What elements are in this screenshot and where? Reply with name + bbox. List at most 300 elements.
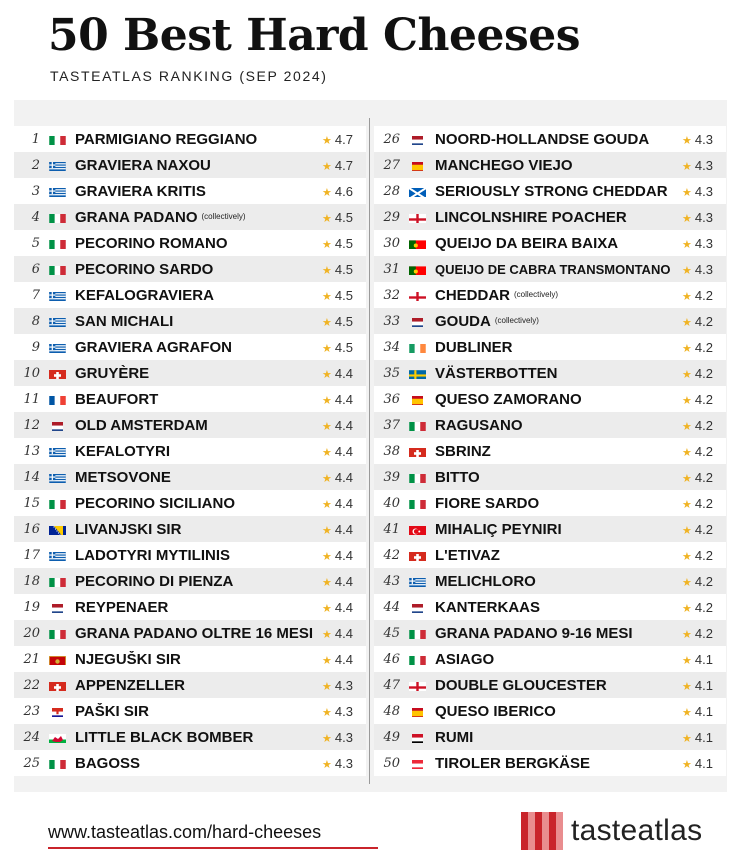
rating-value: 4.2 <box>694 469 713 485</box>
cheese-name-text: GRUYÈRE <box>75 364 150 382</box>
star-icon: ★ <box>322 394 332 407</box>
rating-value: 4.3 <box>334 755 353 771</box>
star-icon: ★ <box>682 446 692 459</box>
ranking-row[interactable] <box>374 646 726 672</box>
flag-scotland-icon <box>409 186 426 197</box>
rank-number: 26 <box>383 131 400 147</box>
flag-switzerland-icon <box>49 368 66 379</box>
rank-number: 31 <box>383 261 400 277</box>
rating <box>322 418 366 433</box>
ranking-row[interactable] <box>14 438 366 464</box>
rank-number: 8 <box>31 313 40 329</box>
cheese-name[interactable] <box>75 443 322 460</box>
rating-value: 4.5 <box>334 339 353 355</box>
ranking-row[interactable] <box>374 490 726 516</box>
ranking-row[interactable] <box>374 178 726 204</box>
star-icon: ★ <box>322 134 332 147</box>
rank-number: 1 <box>31 131 40 147</box>
cheese-name[interactable] <box>75 261 322 278</box>
rank-number: 50 <box>383 755 400 771</box>
ranking-row[interactable] <box>14 568 366 594</box>
flag-england-icon <box>409 290 426 301</box>
star-icon: ★ <box>682 654 692 667</box>
ranking-row[interactable] <box>14 360 366 386</box>
cheese-name[interactable] <box>435 625 682 642</box>
ranking-row[interactable] <box>374 672 726 698</box>
rating <box>322 600 366 615</box>
cheese-name-text: GRAVIERA AGRAFON <box>75 338 232 356</box>
rating-value: 4.2 <box>694 365 713 381</box>
ranking-row[interactable] <box>374 360 726 386</box>
cheese-name[interactable] <box>75 183 322 200</box>
rating-value: 4.2 <box>694 495 713 511</box>
cheese-name-text: REYPENAER <box>75 598 169 616</box>
rating <box>322 262 366 277</box>
rating <box>322 756 366 771</box>
rank-number: 3 <box>31 183 40 199</box>
cheese-name-text: PAŠKI SIR <box>75 702 149 720</box>
ranking-row[interactable] <box>374 438 726 464</box>
ranking-row[interactable] <box>14 256 366 282</box>
cheese-name-text: SERIOUSLY STRONG CHEDDAR <box>435 182 668 200</box>
cheese-name[interactable] <box>75 703 322 720</box>
cheese-name-text: LITTLE BLACK BOMBER <box>75 728 254 746</box>
rating-value: 4.5 <box>334 313 353 329</box>
ranking-row[interactable] <box>374 256 726 282</box>
star-icon: ★ <box>682 186 692 199</box>
star-icon: ★ <box>322 446 332 459</box>
flag-italy-icon <box>49 212 66 223</box>
ranking-row[interactable] <box>374 204 726 230</box>
rating <box>682 522 726 537</box>
flag-greece-icon <box>49 316 66 327</box>
rank-number: 22 <box>23 677 40 693</box>
ranking-row[interactable] <box>374 334 726 360</box>
cheese-name-text: QUEIJO DA BEIRA BAIXA <box>435 234 619 252</box>
flag-ireland-icon <box>409 342 426 353</box>
rating <box>682 470 726 485</box>
flag-spain-icon <box>409 394 426 405</box>
cheese-name-text: BAGOSS <box>75 754 141 772</box>
rank-number: 2 <box>31 157 40 173</box>
ranking-row[interactable] <box>374 568 726 594</box>
rating-value: 4.1 <box>694 651 713 667</box>
cheese-name-text: KEFALOGRAVIERA <box>75 286 214 304</box>
rank-number: 35 <box>383 365 400 381</box>
flag-netherlands-icon <box>409 602 426 613</box>
cheese-name[interactable] <box>75 755 322 772</box>
rating-value: 4.2 <box>694 313 713 329</box>
rank-number: 44 <box>383 599 400 615</box>
cheese-name[interactable] <box>75 469 322 486</box>
cheese-name[interactable] <box>435 755 682 772</box>
cheese-name[interactable] <box>75 599 322 616</box>
rating-value: 4.2 <box>694 417 713 433</box>
cheese-name[interactable] <box>435 677 682 694</box>
cheese-name[interactable] <box>75 365 322 382</box>
ranking-row[interactable] <box>14 412 366 438</box>
star-icon: ★ <box>682 316 692 329</box>
rank-number: 39 <box>383 469 400 485</box>
rating <box>682 444 726 459</box>
cheese-name-text: PARMIGIANO REGGIANO <box>75 130 258 148</box>
rating-value: 4.4 <box>334 547 353 563</box>
rating <box>322 548 366 563</box>
star-icon: ★ <box>322 654 332 667</box>
rating-value: 4.7 <box>334 131 353 147</box>
star-icon: ★ <box>682 576 692 589</box>
cheese-name[interactable] <box>435 573 682 590</box>
ranking-row[interactable] <box>14 542 366 568</box>
tasteatlas-logo[interactable] <box>521 812 702 850</box>
cheese-name[interactable] <box>75 625 322 642</box>
cheese-name[interactable] <box>435 313 682 330</box>
flag-greece-icon <box>49 290 66 301</box>
cheese-name[interactable] <box>435 729 682 746</box>
rating <box>682 288 726 303</box>
ranking-row[interactable] <box>374 412 726 438</box>
rank-number: 4 <box>31 209 40 225</box>
cheese-name[interactable] <box>435 235 682 252</box>
rating <box>322 184 366 199</box>
cheese-note: (collectively) <box>201 211 246 221</box>
rating-value: 4.1 <box>694 755 713 771</box>
ranking-row[interactable] <box>14 386 366 412</box>
ranking-row[interactable] <box>374 620 726 646</box>
flag-greece-icon <box>49 160 66 171</box>
cheese-name[interactable] <box>435 262 682 277</box>
ranking-row[interactable] <box>374 126 726 152</box>
rating-value: 4.4 <box>334 365 353 381</box>
cheese-name[interactable] <box>75 391 322 408</box>
ranking-column-left <box>14 126 366 776</box>
flag-italy-icon <box>409 420 426 431</box>
rank-number: 33 <box>383 313 400 329</box>
flag-montenegro-icon <box>49 654 66 665</box>
rating-value: 4.4 <box>334 625 353 641</box>
cheese-name[interactable] <box>435 495 682 512</box>
rank-number: 41 <box>383 521 400 537</box>
rating <box>322 470 366 485</box>
ranking-row[interactable] <box>374 516 726 542</box>
ranking-row[interactable] <box>14 672 366 698</box>
ranking-row[interactable] <box>374 464 726 490</box>
ranking-row[interactable] <box>14 646 366 672</box>
ranking-row[interactable] <box>14 204 366 230</box>
ranking-row[interactable] <box>14 516 366 542</box>
cheese-name-text: LIVANJSKI SIR <box>75 520 182 538</box>
column-divider <box>369 118 370 784</box>
cheese-name-text: NJEGUŠKI SIR <box>75 650 181 668</box>
star-icon: ★ <box>682 290 692 303</box>
rating <box>682 418 726 433</box>
rating <box>322 678 366 693</box>
rating-value: 4.2 <box>694 339 713 355</box>
rating-value: 4.4 <box>334 495 353 511</box>
flag-portugal-icon <box>409 264 426 275</box>
flag-italy-icon <box>49 576 66 587</box>
rank-number: 10 <box>23 365 40 381</box>
rating <box>322 366 366 381</box>
rank-number: 20 <box>23 625 40 641</box>
rating-value: 4.4 <box>334 573 353 589</box>
star-icon: ★ <box>682 732 692 745</box>
cheese-name-text: PECORINO SARDO <box>75 260 214 278</box>
cheese-name[interactable] <box>75 235 322 252</box>
ranking-row[interactable] <box>374 230 726 256</box>
rating <box>682 678 726 693</box>
flag-italy-icon <box>49 238 66 249</box>
cheese-name[interactable] <box>435 365 682 382</box>
cheese-name-text: GRAVIERA KRITIS <box>75 182 206 200</box>
rating-value: 4.2 <box>694 521 713 537</box>
flag-england-icon <box>409 212 426 223</box>
star-icon: ★ <box>682 238 692 251</box>
star-icon: ★ <box>682 550 692 563</box>
ranking-row[interactable] <box>14 620 366 646</box>
rating-value: 4.1 <box>694 729 713 745</box>
cheese-name[interactable] <box>75 651 322 668</box>
rank-number: 36 <box>383 391 400 407</box>
ranking-row[interactable] <box>374 152 726 178</box>
ranking-row[interactable] <box>374 542 726 568</box>
flag-italy-icon <box>409 654 426 665</box>
cheese-name[interactable] <box>435 703 682 720</box>
rank-number: 16 <box>23 521 40 537</box>
cheese-name[interactable] <box>75 573 322 590</box>
cheese-name[interactable] <box>75 339 322 356</box>
cheese-name[interactable] <box>75 417 322 434</box>
ranking-row[interactable] <box>14 126 366 152</box>
rating <box>322 652 366 667</box>
cheese-name[interactable] <box>435 599 682 616</box>
ranking-row[interactable] <box>14 750 366 776</box>
cheese-name-text: GRANA PADANO <box>75 208 198 226</box>
logo-text: tasteatlas <box>571 814 703 847</box>
rank-number: 15 <box>23 495 40 511</box>
cheese-name-text: LINCOLNSHIRE POACHER <box>435 208 627 226</box>
star-icon: ★ <box>322 186 332 199</box>
flag-italy-icon <box>409 498 426 509</box>
rank-number: 25 <box>23 755 40 771</box>
star-icon: ★ <box>322 264 332 277</box>
rating <box>682 600 726 615</box>
cheese-name[interactable] <box>435 443 682 460</box>
cheese-name[interactable] <box>435 417 682 434</box>
cheese-name[interactable] <box>435 183 682 200</box>
rating-value: 4.3 <box>694 157 713 173</box>
flag-greece-icon <box>49 550 66 561</box>
star-icon: ★ <box>322 368 332 381</box>
cheese-name[interactable] <box>75 157 322 174</box>
cheese-name[interactable] <box>75 287 322 304</box>
cheese-name-text: GRAVIERA NAXOU <box>75 156 211 174</box>
rating <box>322 496 366 511</box>
ranking-row[interactable] <box>374 594 726 620</box>
cheese-name-text: SAN MICHALI <box>75 312 174 330</box>
rating-value: 4.3 <box>334 729 353 745</box>
cheese-name-text: TIROLER BERGKÄSE <box>435 754 591 772</box>
star-icon: ★ <box>322 420 332 433</box>
ranking-row[interactable] <box>14 594 366 620</box>
cheese-name-text: QUESO ZAMORANO <box>435 390 582 408</box>
cheese-name[interactable] <box>435 469 682 486</box>
ranking-row[interactable] <box>14 490 366 516</box>
ranking-row[interactable] <box>374 750 726 776</box>
ranking-row[interactable] <box>14 698 366 724</box>
rank-number: 46 <box>383 651 400 667</box>
rating-value: 4.6 <box>334 183 353 199</box>
ranking-row[interactable] <box>374 282 726 308</box>
cheese-name[interactable] <box>75 729 322 746</box>
ranking-row[interactable] <box>14 152 366 178</box>
rank-number: 14 <box>23 469 40 485</box>
rating <box>322 340 366 355</box>
cheese-note: (collectively) <box>494 315 539 325</box>
cheese-name-text: GOUDA <box>435 312 491 330</box>
cheese-name-text: METSOVONE <box>75 468 171 486</box>
rating <box>322 444 366 459</box>
rank-number: 24 <box>23 729 40 745</box>
rank-number: 21 <box>23 651 40 667</box>
rating-value: 4.1 <box>694 677 713 693</box>
rank-number: 49 <box>383 729 400 745</box>
rank-number: 27 <box>383 157 400 173</box>
rank-number: 45 <box>383 625 400 641</box>
rating <box>682 626 726 641</box>
cheese-name[interactable] <box>75 521 322 538</box>
cheese-name-text: DOUBLE GLOUCESTER <box>435 676 607 694</box>
rating <box>682 236 726 251</box>
cheese-name[interactable] <box>435 547 682 564</box>
cheese-name-text: ASIAGO <box>435 650 495 668</box>
cheese-name[interactable] <box>435 131 682 148</box>
flag-netherlands-icon <box>409 134 426 145</box>
cheese-name[interactable] <box>435 339 682 356</box>
rating <box>682 730 726 745</box>
ranking-row[interactable] <box>14 178 366 204</box>
rank-number: 17 <box>23 547 40 563</box>
cheese-name[interactable] <box>75 495 322 512</box>
flag-italy-icon <box>49 134 66 145</box>
cheese-name-text: LADOTYRI MYTILINIS <box>75 546 230 564</box>
flag-wales-icon <box>49 732 66 743</box>
star-icon: ★ <box>682 160 692 173</box>
ranking-row[interactable] <box>14 334 366 360</box>
ranking-row[interactable] <box>14 230 366 256</box>
cheese-name[interactable] <box>435 209 682 226</box>
footer-url-link[interactable]: www.tasteatlas.com/hard-cheeses <box>48 822 322 842</box>
star-icon: ★ <box>322 732 332 745</box>
rating <box>682 704 726 719</box>
ranking-row[interactable] <box>14 724 366 750</box>
rank-number: 43 <box>383 573 400 589</box>
ranking-row[interactable] <box>374 724 726 750</box>
star-icon: ★ <box>322 212 332 225</box>
star-icon: ★ <box>682 212 692 225</box>
star-icon: ★ <box>682 368 692 381</box>
flag-greece-icon <box>49 472 66 483</box>
cheese-name[interactable] <box>75 677 322 694</box>
rating-value: 4.2 <box>694 599 713 615</box>
star-icon: ★ <box>682 394 692 407</box>
rank-number: 7 <box>31 287 40 303</box>
flag-netherlands-icon <box>49 602 66 613</box>
cheese-name[interactable] <box>75 547 322 564</box>
rating <box>682 366 726 381</box>
cheese-name-text: BEAUFORT <box>75 390 159 408</box>
rating <box>682 184 726 199</box>
rank-number: 18 <box>23 573 40 589</box>
rating-value: 4.5 <box>334 235 353 251</box>
star-icon: ★ <box>322 576 332 589</box>
star-icon: ★ <box>682 264 692 277</box>
flag-england-icon <box>409 680 426 691</box>
cheese-name-text: PECORINO DI PIENZA <box>75 572 234 590</box>
cheese-name[interactable] <box>435 391 682 408</box>
flag-italy-icon <box>409 628 426 639</box>
cheese-name-text: RUMI <box>435 728 474 746</box>
cheese-name-text: APPENZELLER <box>75 676 186 694</box>
rating <box>322 704 366 719</box>
cheese-name[interactable] <box>75 209 322 226</box>
rating <box>682 756 726 771</box>
ranking-row[interactable] <box>14 282 366 308</box>
flag-italy-icon <box>49 628 66 639</box>
flag-austria-icon <box>409 758 426 769</box>
cheese-name[interactable] <box>75 131 322 148</box>
rating <box>682 652 726 667</box>
rank-number: 29 <box>383 209 400 225</box>
cheese-name[interactable] <box>435 287 682 304</box>
cheese-name-text: MELICHLORO <box>435 572 536 590</box>
cheese-name-text: CHEDDAR <box>435 286 510 304</box>
rating-value: 4.4 <box>334 599 353 615</box>
ranking-row[interactable] <box>14 308 366 334</box>
rating-value: 4.2 <box>694 547 713 563</box>
ranking-row[interactable] <box>14 464 366 490</box>
cheese-name-text: FIORE SARDO <box>435 494 540 512</box>
star-icon: ★ <box>322 472 332 485</box>
rating <box>322 574 366 589</box>
rating-value: 4.4 <box>334 651 353 667</box>
cheese-name-text: RAGUSANO <box>435 416 523 434</box>
rating-value: 4.3 <box>694 131 713 147</box>
ranking-row[interactable] <box>374 386 726 412</box>
rating-value: 4.5 <box>334 287 353 303</box>
flag-switzerland-icon <box>409 446 426 457</box>
cheese-name[interactable] <box>75 313 322 330</box>
cheese-name[interactable] <box>435 651 682 668</box>
star-icon: ★ <box>682 758 692 771</box>
cheese-name-text: GRANA PADANO OLTRE 16 MESI <box>75 624 314 642</box>
rating <box>682 548 726 563</box>
rating-value: 4.1 <box>694 703 713 719</box>
star-icon: ★ <box>682 602 692 615</box>
rating-value: 4.4 <box>334 443 353 459</box>
cheese-name[interactable] <box>435 157 682 174</box>
flag-spain-icon <box>409 160 426 171</box>
ranking-row[interactable] <box>374 698 726 724</box>
rating <box>682 210 726 225</box>
rating <box>322 626 366 641</box>
flag-switzerland-icon <box>409 550 426 561</box>
flag-italy-icon <box>49 264 66 275</box>
flag-netherlands-icon <box>409 316 426 327</box>
cheese-name[interactable] <box>435 521 682 538</box>
cheese-name-text: OLD AMSTERDAM <box>75 416 208 434</box>
ranking-row[interactable] <box>374 308 726 334</box>
